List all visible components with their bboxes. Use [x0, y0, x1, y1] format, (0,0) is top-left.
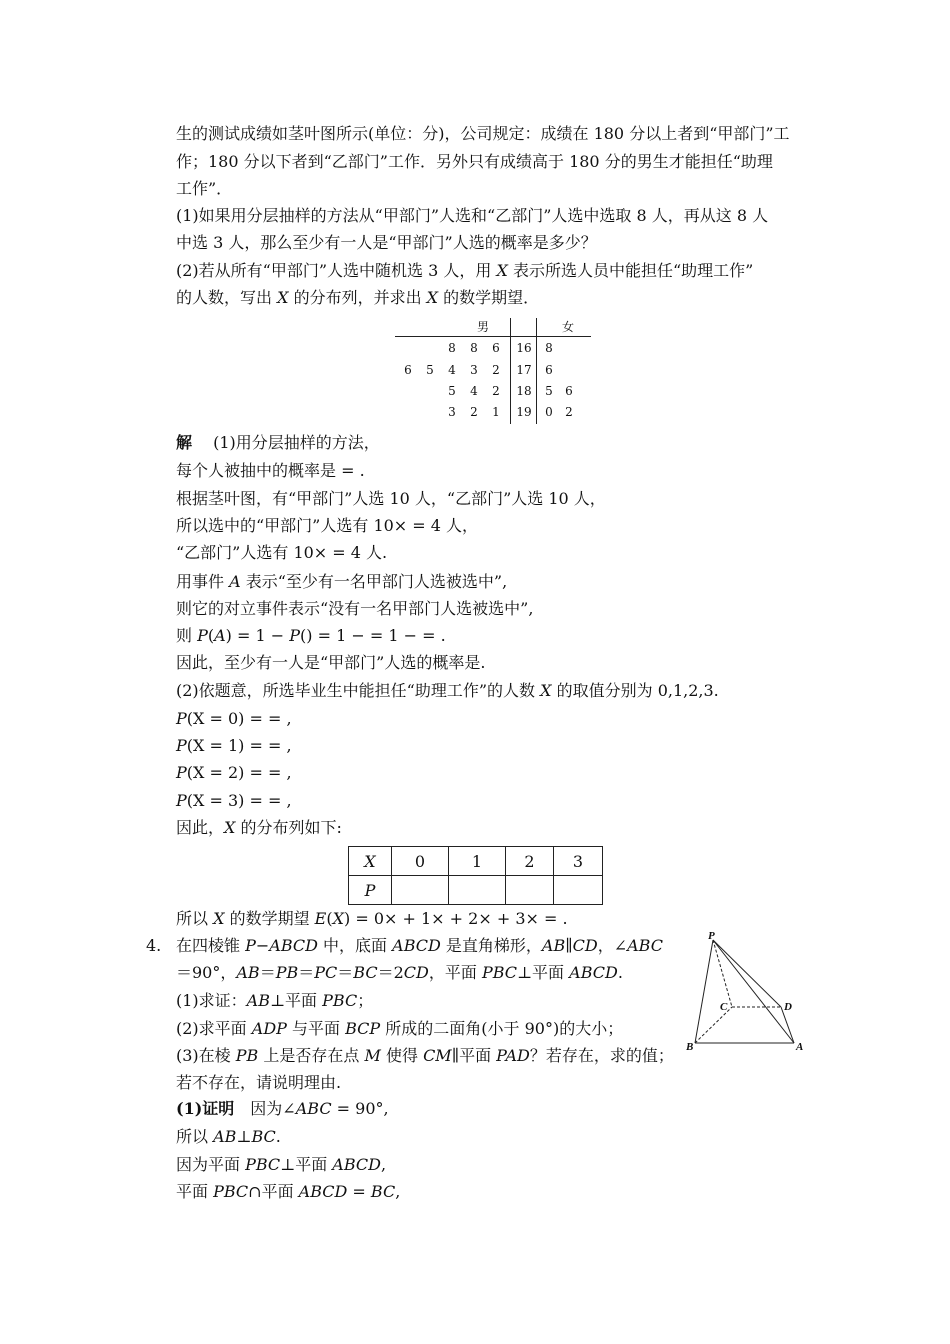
solution-line-8: 则 P(A) = 1 − P() = 1 − = 1 − = .: [176, 626, 446, 645]
distribution-table: [348, 846, 603, 905]
table-cell: [392, 876, 449, 905]
table-header-cell: X: [349, 847, 392, 876]
intro-line-1: 生的测试成绩如茎叶图所示(单位：分)，公司规定：成绩在 180 分以上者到“甲部门”工: [176, 124, 790, 143]
proof-line-3: 因为平面 PBC⊥平面 ABCD,: [176, 1155, 387, 1174]
leaf: 0: [545, 405, 553, 419]
leaf: 2: [470, 405, 478, 419]
problem-4-line-1: 在四棱锥 P−ABCD 中，底面 ABCD 是直角梯形，AB∥CD，∠ABC: [176, 936, 663, 955]
leaf: 8: [545, 341, 553, 355]
table-cell: [554, 876, 603, 905]
table-header-cell: 1: [449, 847, 506, 876]
leaf: 6: [545, 363, 553, 377]
table-header-cell: 3: [554, 847, 603, 876]
leaf: 6: [492, 341, 500, 355]
problem-4-number: 4.: [146, 936, 162, 955]
leaf: 6: [404, 363, 412, 377]
vertex-label-p: P: [708, 930, 715, 942]
female-label: 女: [561, 320, 574, 334]
stem: 17: [516, 363, 532, 377]
solution-line-2: 每个人被抽中的概率是 = .: [176, 461, 365, 480]
question-1-line-2: 中选 3 人，那么至少有一人是“甲部门”人选的概率是多少？: [176, 233, 597, 252]
solution-line-7: 则它的对立事件表示“没有一名甲部门人选被选中”,: [176, 599, 534, 618]
problem-4-question-3-cont: 若不存在，请说明理由.: [176, 1073, 342, 1092]
edge-pa: [713, 940, 794, 1043]
header-rule: [395, 336, 591, 337]
stem: 18: [516, 384, 532, 398]
leaf: 3: [448, 405, 456, 419]
leaf: 8: [470, 341, 478, 355]
leaf: 5: [448, 384, 456, 398]
leaf: 1: [492, 405, 500, 419]
solution-line-4: 所以选中的“甲部门”人选有 10× = 4 人，: [176, 516, 479, 535]
probability-x-0: P(X = 0) = = ,: [176, 709, 292, 728]
leaf: 8: [448, 341, 456, 355]
probability-x-3: P(X = 3) = = ,: [176, 791, 292, 810]
question-1-line-1: (1)如果用分层抽样的方法从“甲部门”人选和“乙部门”人选中选取 8 人，再从这 8 人: [176, 206, 769, 225]
stem-rule-right: [536, 318, 537, 424]
table-cell: [506, 876, 554, 905]
solution-line-1: 解 (1)用分层抽样的方法，: [176, 433, 380, 452]
solution-line-9: 因此，至少有一人是“甲部门”人选的概率是.: [176, 653, 486, 672]
solution-line-12: 所以 X 的数学期望 E(X) = 0× + 1× + 2× + 3× = .: [176, 909, 568, 928]
proof-line-2: 所以 AB⊥BC.: [176, 1127, 281, 1146]
problem-4-question-1: (1)求证：AB⊥平面 PBC；: [176, 991, 374, 1010]
vertex-label-a: A: [796, 1041, 804, 1053]
solution-line-3: 根据茎叶图，有“甲部门”人选 10 人，“乙部门”人选 10 人，: [176, 489, 606, 508]
vertex-label-d: D: [784, 1001, 792, 1013]
intro-line-2: 作；180 分以下者到“乙部门”工作．另外只有成绩高于 180 分的男生才能担任“助理: [176, 152, 773, 171]
stem-rule-left: [510, 318, 511, 424]
stem-leaf-plot: [393, 316, 593, 426]
proof-line-4: 平面 PBC∩平面 ABCD = BC,: [176, 1182, 401, 1201]
problem-4-question-2: (2)求平面 ADP 与平面 BCP 所成的二面角(小于 90°)的大小；: [176, 1019, 624, 1038]
male-label: 男: [476, 320, 489, 334]
solution-line-5: “乙部门”人选有 10× = 4 人.: [176, 543, 388, 562]
leaf: 3: [470, 363, 478, 377]
leaf: 2: [565, 405, 573, 419]
leaf: 4: [448, 363, 456, 377]
leaf: 4: [470, 384, 478, 398]
leaf: 5: [426, 363, 434, 377]
vertex-label-c: C: [720, 1001, 728, 1013]
leaf: 6: [565, 384, 573, 398]
question-2-line-2: 的人数，写出 X 的分布列，并求出 X 的数学期望．: [176, 288, 540, 307]
question-2-line-1: (2)若从所有“甲部门”人选中随机选 3 人，用 X 表示所选人员中能担任“助理工作”: [176, 261, 754, 280]
problem-4-line-2: ＝90°，AB＝PB＝PC＝BC＝2CD，平面 PBC⊥平面 ABCD.: [176, 963, 623, 982]
stem: 16: [516, 341, 532, 355]
solution-line-6: 用事件 A 表示“至少有一名甲部门人选被选中”,: [176, 572, 508, 591]
intro-line-3: 工作”．: [176, 179, 233, 198]
problem-4-question-3: (3)在棱 PB 上是否存在点 M 使得 CM∥平面 PAD？若存在，求的值；: [176, 1046, 674, 1065]
table-header-cell: 2: [506, 847, 554, 876]
table-row: [349, 876, 603, 905]
probability-x-2: P(X = 2) = = ,: [176, 763, 292, 782]
edge-pd: [713, 940, 781, 1007]
leaf: 2: [492, 384, 500, 398]
solution-line-11: 因此，X 的分布列如下:: [176, 818, 342, 837]
table-row-label: P: [349, 876, 392, 905]
proof-line-1: (1)证明 因为∠ABC = 90°,: [176, 1099, 389, 1118]
probability-x-1: P(X = 1) = = ,: [176, 736, 292, 755]
table-cell: [449, 876, 506, 905]
pyramid-figure: [686, 928, 810, 1056]
table-header-cell: 0: [392, 847, 449, 876]
stem: 19: [516, 405, 532, 419]
leaf: 5: [545, 384, 553, 398]
vertex-label-b: B: [686, 1041, 694, 1053]
leaf: 2: [492, 363, 500, 377]
table-row: [349, 847, 603, 876]
solution-line-10: (2)依题意，所选毕业生中能担任“助理工作”的人数 X 的取值分别为 0,1,2,3.: [176, 681, 719, 700]
